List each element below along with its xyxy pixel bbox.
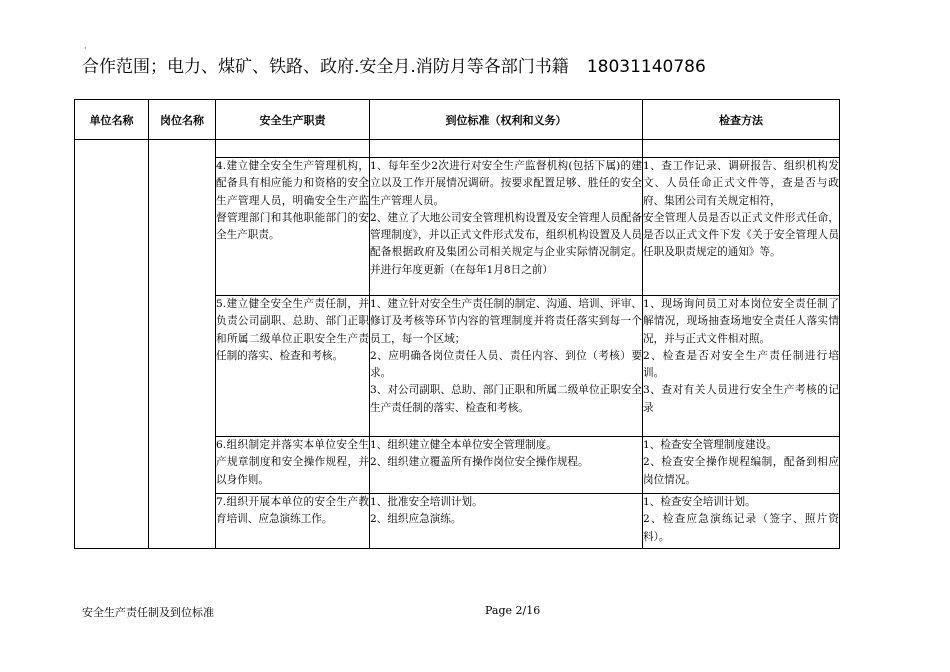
duty-table bbox=[74, 99, 840, 549]
footer-doc-title: 安全生产责任制及到位标准 bbox=[82, 606, 214, 619]
duty-cell: 7.组织开展本单位的安全生产教育培训、应急演练工作。 bbox=[216, 494, 370, 549]
unit-name-cell bbox=[75, 140, 149, 549]
table-spacer-row bbox=[75, 140, 840, 158]
footer-page-number: Page 2/16 bbox=[485, 604, 541, 617]
duty-cell: 6.组织制定并落实本单位安全生产规章制度和安全操作规程，并以身作则。 bbox=[216, 437, 370, 494]
header-dot: · bbox=[84, 44, 87, 53]
col-header-unit: 单位名称 bbox=[75, 100, 149, 140]
method-cell: 1、检查安全管理制度建设。 2、检查安全操作规程编制，配备到相应岗位情况。 bbox=[643, 437, 840, 494]
header-scope-line bbox=[82, 52, 706, 77]
standard-cell: 1、批准安全培训计划。 2、组织应急演练。 bbox=[370, 494, 643, 549]
method-cell: 1、现场询问员工对本岗位安全责任制了解情况，现场抽查场地安全责任人落实情况，并与正式文件相对照。 2、检查是否对安全生产责任制进行培训。 3、查对有关人员进行安全生产考核的记录 bbox=[643, 296, 840, 437]
header-phone: 18031140786 bbox=[586, 57, 706, 77]
duty-cell: 4.建立健全安全生产管理机构，配备具有相应能力和资格的安全生产管理人员，明确安全生产监督管理部门和其他职能部门的安全生产职责。 bbox=[216, 158, 370, 296]
method-cell: 1、检查安全培训计划。 2、检查应急演练记录（签字、照片资料）。 bbox=[643, 494, 840, 549]
col-header-standard: 到位标准（权利和义务） bbox=[370, 100, 643, 140]
col-header-position: 岗位名称 bbox=[149, 100, 216, 140]
position-name-cell bbox=[149, 140, 216, 549]
method-cell: 1、查工作记录、调研报告、组织机构发文、人员任命正式文件等，查是否与政府、集团公司有关规定相符， 安全管理人员是否以正式文件形式任命，是否以正式文件下发《关于安全管理人员任职及职责规定的通知》等。 bbox=[643, 158, 840, 296]
col-header-duty: 安全生产职责 bbox=[216, 100, 370, 140]
table-header-row bbox=[75, 100, 840, 140]
col-header-method: 检查方法 bbox=[643, 100, 840, 140]
standard-cell: 1、建立针对安全生产责任制的制定、沟通、培训、评审、修订及考核等环节内容的管理制度并将责任落实到每一个员工，每一个区域； 2、应明确各岗位责任人员、责任内容、到位（考核）要求。 3、对公司副职、总助、部门正职和所属二级单位正职安全生产责任制的落实、检查和考核。 bbox=[370, 296, 643, 437]
standard-cell: 1、每年至少2次进行对安全生产监督机构(包括下属)的建立以及工作开展情况调研。按要求配置足够、胜任的安全生产管理人员。 2、建立了大地公司安全管理机构设置及安全管理人员配备管理制度》，并以正式文件形式发布，组织机构设置及人员配备根据政府及集团公司相关规定与企业实际情况制定。并进行年度更新（在每年1月8日之前） bbox=[370, 158, 643, 296]
duty-cell: 5.建立健全安全生产责任制，并负责公司副职、总助、部门正职和所属二级单位正职安全生产责任制的落实、检查和考核。 bbox=[216, 296, 370, 437]
header-scope-text: 合作范围；电力、煤矿、铁路、政府.安全月.消防月等各部门书籍 bbox=[82, 57, 569, 77]
standard-cell: 1、组织建立健全本单位安全管理制度。 2、组织建立覆盖所有操作岗位安全操作规程。 bbox=[370, 437, 643, 494]
